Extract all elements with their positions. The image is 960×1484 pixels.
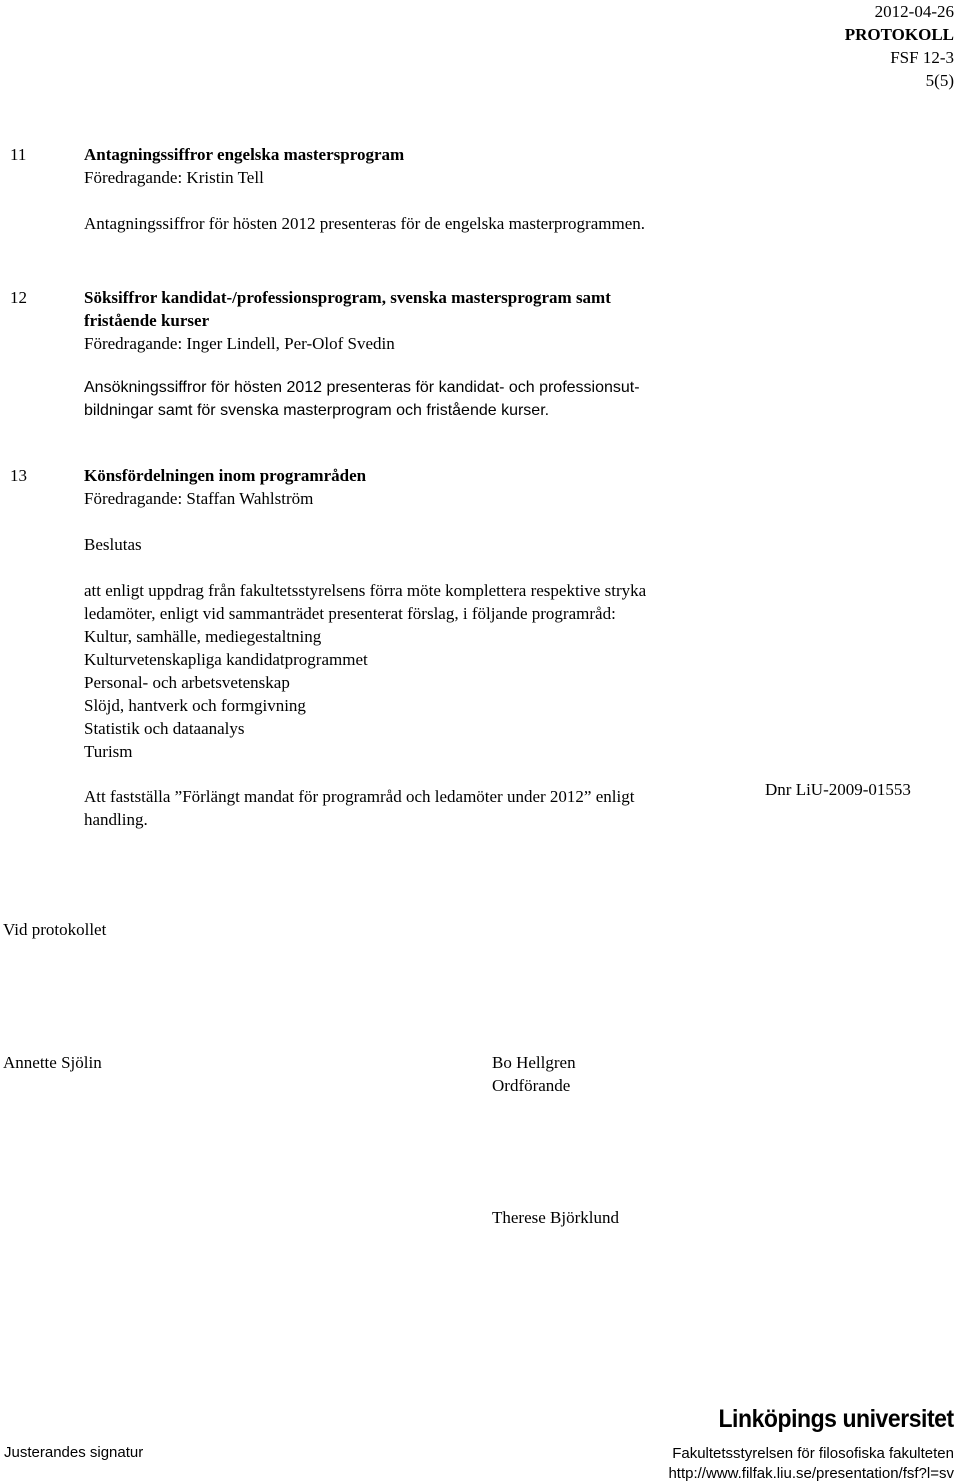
header-doc-type: PROTOKOLL — [844, 25, 954, 44]
item-12-presenter: Föredragande: Inger Lindell, Per-Olof Svedin — [84, 334, 395, 353]
item-13-title: Könsfördelningen inom programråden — [84, 466, 367, 485]
item-13-number: 13 — [10, 466, 27, 485]
chair-signature — [492, 1051, 576, 1097]
item-12-body — [84, 376, 640, 422]
item-12-body-line-2: bildningar samt för svenska masterprogram och fristående kurser. — [84, 402, 550, 419]
programme-council-item: Statistik och dataanalys — [84, 719, 245, 738]
item-13-presenter: Föredragande: Staffan Wahlström — [84, 489, 314, 508]
decision-2-line-2: handling. — [84, 810, 148, 829]
item-12-number: 12 — [10, 288, 27, 307]
decision-line: ledamöter, enligt vid sammanträdet presenterat förslag, i följande programråd: — [84, 604, 616, 623]
footer-url-link[interactable]: http://www.filfak.liu.se/presentation/fsf?l=sv — [668, 1465, 954, 1482]
reference-number: Dnr LiU-2009-01553 — [765, 780, 911, 799]
programme-council-item: Kultur, samhälle, mediegestaltning — [84, 627, 322, 646]
header-page-number: 5(5) — [925, 71, 954, 90]
document-header — [845, 0, 954, 92]
programme-council-item: Kulturvetenskapliga kandidatprogrammet — [84, 650, 368, 669]
item-12-title-line-1: Söksiffror kandidat-/professionsprogram, svenska mastersprogram samt — [84, 288, 611, 307]
header-doc-id: FSF 12-3 — [890, 48, 954, 67]
programme-council-item: Turism — [84, 742, 133, 761]
decision-2-line-1: Att fastställa ”Förlängt mandat för programråd och ledamöter under 2012” enligt — [84, 787, 635, 806]
header-date: 2012-04-26 — [874, 2, 954, 21]
item-11 — [84, 143, 645, 235]
footer-organisation: Fakultetsstyrelsen för filosofiska fakulteten — [672, 1445, 954, 1462]
university-logo: Linköpings universitet — [718, 1405, 954, 1433]
item-12 — [84, 286, 640, 422]
item-11-presenter: Föredragande: Kristin Tell — [84, 168, 264, 187]
chair-name: Bo Hellgren — [492, 1053, 576, 1072]
item-13-decision-2 — [84, 785, 634, 831]
signature-caption: Vid protokollet — [3, 920, 107, 939]
item-13-decision-list — [84, 579, 646, 763]
adjuster-name: Therese Björklund — [492, 1208, 619, 1227]
item-11-title: Antagningssiffror engelska mastersprogram — [84, 145, 405, 164]
programme-council-item: Slöjd, hantverk och formgivning — [84, 696, 306, 715]
chair-role: Ordförande — [492, 1076, 571, 1095]
footer-info — [668, 1444, 954, 1484]
item-12-body-line-1: Ansökningssiffror för hösten 2012 presenteras för kandidat- och professionsut- — [84, 379, 640, 396]
item-13 — [84, 464, 646, 763]
item-13-decision-heading: Beslutas — [84, 535, 142, 554]
adjuster-signature-label: Justerandes signatur — [4, 1444, 144, 1461]
item-11-number: 11 — [10, 145, 27, 164]
decision-line: att enligt uppdrag från fakultetsstyrelsens förra möte komplettera respektive stryka — [84, 581, 647, 600]
item-11-body: Antagningssiffror för hösten 2012 presenteras för de engelska masterprogrammen. — [84, 214, 645, 233]
secretary-name: Annette Sjölin — [3, 1053, 102, 1072]
item-12-title-line-2: fristående kurser — [84, 311, 210, 330]
programme-council-item: Personal- och arbetsvetenskap — [84, 673, 290, 692]
